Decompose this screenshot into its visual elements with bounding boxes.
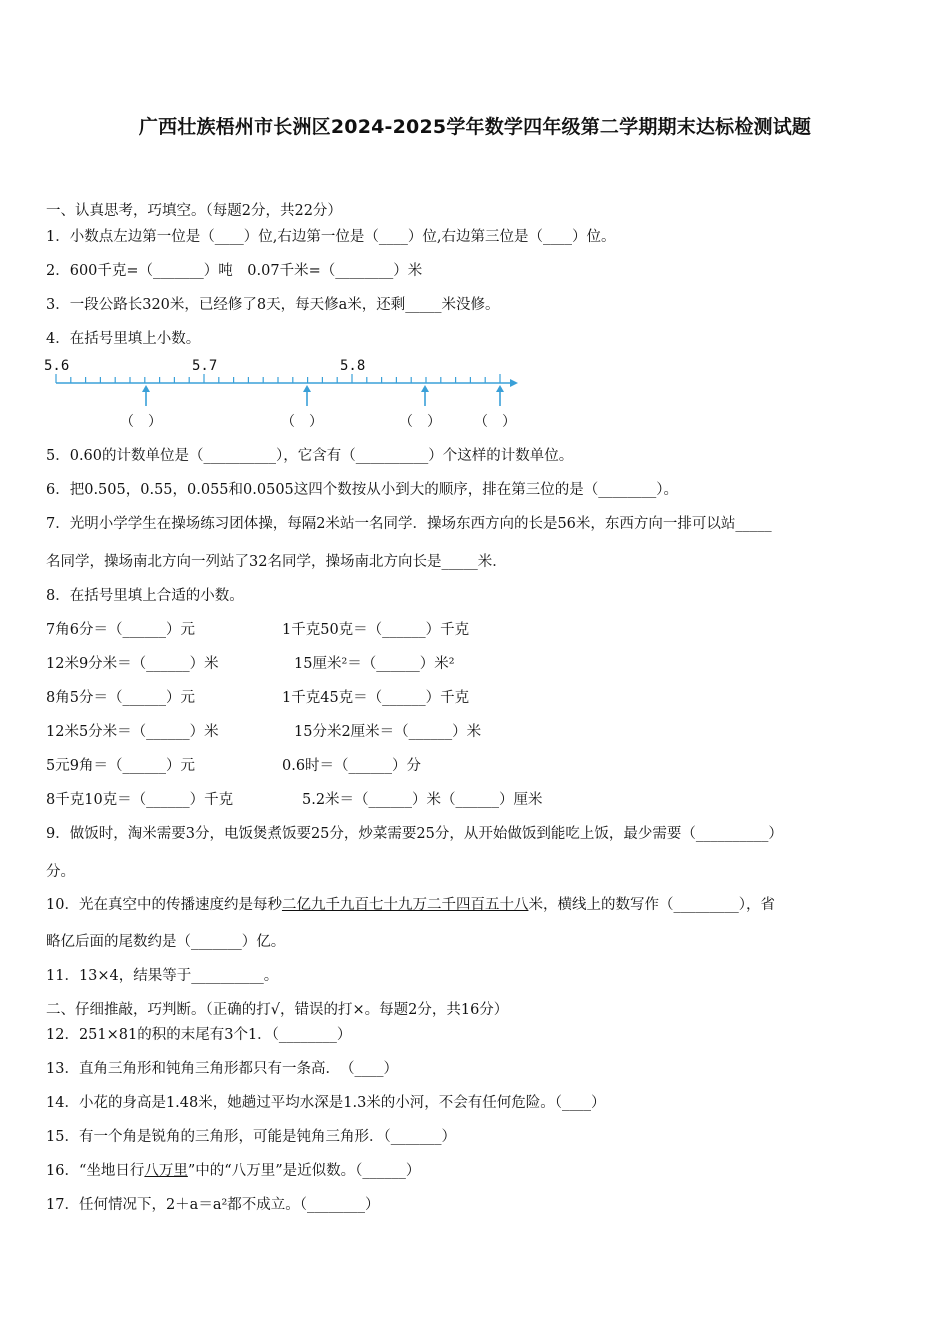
q8-row-4-right: 15分米2厘米＝（______）米 — [294, 724, 482, 740]
q16-suffix: ”中的“八万里”是近似数。（______） — [187, 1163, 421, 1179]
question-14: 14．小花的身高是1.48米，她趟过平均水深是1.3米的小河，不会有任何危险。（____） — [46, 1095, 606, 1111]
arrow-up-icon — [421, 385, 429, 406]
q8-row-6-right: 5.2米＝（______）米（______）厘米 — [302, 792, 543, 808]
q10-underlined-number: 二亿九千九百七十九万二千四百五十八 — [281, 897, 529, 913]
number-line-label: 5.8 — [340, 358, 366, 374]
question-11: 11．13×4，结果等于__________。 — [46, 968, 279, 984]
question-4: 4．在括号里填上小数。 — [46, 331, 201, 347]
section-heading-1: 一、认真思考，巧填空。（每题2分，共22分） — [46, 203, 342, 219]
number-line-label: 5.6 — [44, 358, 70, 374]
q8-row-1-left: 7角6分＝（______）元 — [46, 622, 195, 638]
question-10-line-2: 略亿后面的尾数约是（_______）亿。 — [46, 934, 286, 950]
q8-row-4-left: 12米5分米＝（______）米 — [46, 724, 219, 740]
page-title: 广西壮族梧州市长洲区2024-2025学年数学四年级第二学期期末达标检测试题 — [138, 116, 812, 138]
answer-blank: （ ） — [120, 414, 162, 430]
number-line-label: 5.7 — [192, 358, 218, 374]
q8-row-3-right: 1千克45克＝（______）千克 — [282, 690, 470, 706]
question-5: 5．0.60的计数单位是（__________），它含有（__________）个这样的计数单位。 — [46, 448, 574, 464]
q8-row-5-left: 5元9角＝（______）元 — [46, 758, 195, 774]
q8-row-1-right: 1千克50克＝（______）千克 — [282, 622, 470, 638]
question-7-line-2: 名同学，操场南北方向一列站了32名同学，操场南北方向长是_____米． — [46, 554, 507, 570]
section-heading-2: 二、仔细推敲，巧判断。（正确的打√，错误的打×。每题2分，共16分） — [46, 1002, 509, 1018]
question-12: 12．251×81的积的末尾有3个1．（________） — [46, 1027, 352, 1043]
q10-prefix: 10．光在真空中的传播速度约是每秒 — [46, 897, 282, 913]
question-8: 8．在括号里填上合适的小数。 — [46, 588, 244, 604]
q8-row-2-right: 15厘米²＝（______）米² — [294, 656, 455, 672]
q16-prefix: 16．“坐地日行 — [46, 1163, 145, 1179]
question-13: 13．直角三角形和钝角三角形都只有一条高． （____） — [46, 1061, 398, 1077]
number-line-ticks — [56, 374, 500, 383]
question-16 — [46, 1161, 420, 1181]
question-9-line-2: 分。 — [46, 864, 75, 880]
q16-underlined: 八万里 — [144, 1163, 188, 1179]
question-10-line-1 — [46, 895, 775, 915]
question-15: 15．有一个角是锐角的三角形，可能是钝角三角形．（_______） — [46, 1129, 456, 1145]
answer-blank: （ ） — [474, 414, 516, 430]
arrow-up-icon — [303, 385, 311, 406]
question-3: 3．一段公路长320米，已经修了8天，每天修a米，还剩_____米没修。 — [46, 297, 500, 313]
q10-suffix: 米，横线上的数写作（_________），省 — [528, 897, 775, 913]
number-line — [40, 352, 540, 432]
question-9-line-1: 9．做饭时，淘米需要3分，电饭煲煮饭要25分，炒菜需要25分，从开始做饭到能吃上饭，最少需要（__________） — [46, 826, 783, 842]
arrow-up-icon — [496, 385, 504, 406]
number-line-arrowhead — [510, 379, 518, 387]
answer-blank: （ ） — [399, 414, 441, 430]
question-6: 6．把0.505，0.55，0.055和0.0505这四个数按从小到大的顺序，排在第三位的是（________）。 — [46, 482, 679, 498]
q8-row-6-left: 8千克10克＝（______）千克 — [46, 792, 234, 808]
arrow-up-icon — [142, 385, 150, 406]
answer-blank: （ ） — [281, 414, 323, 430]
question-7-line-1: 7．光明小学学生在操场练习团体操，每隔2米站一名同学．操场东西方向的长是56米，东西方向一排可以站_____ — [46, 516, 772, 532]
question-17: 17．任何情况下，2＋a＝a²都不成立。（________） — [46, 1197, 380, 1213]
question-2: 2．600千克=（_______）吨 0.07千米=（________）米 — [46, 263, 423, 279]
q8-row-3-left: 8角5分＝（______）元 — [46, 690, 195, 706]
q8-row-5-right: 0.6时＝（______）分 — [282, 758, 422, 774]
question-1: 1．小数点左边第一位是（____）位,右边第一位是（____）位,右边第三位是（____）位。 — [46, 229, 616, 245]
q8-row-2-left: 12米9分米＝（______）米 — [46, 656, 219, 672]
